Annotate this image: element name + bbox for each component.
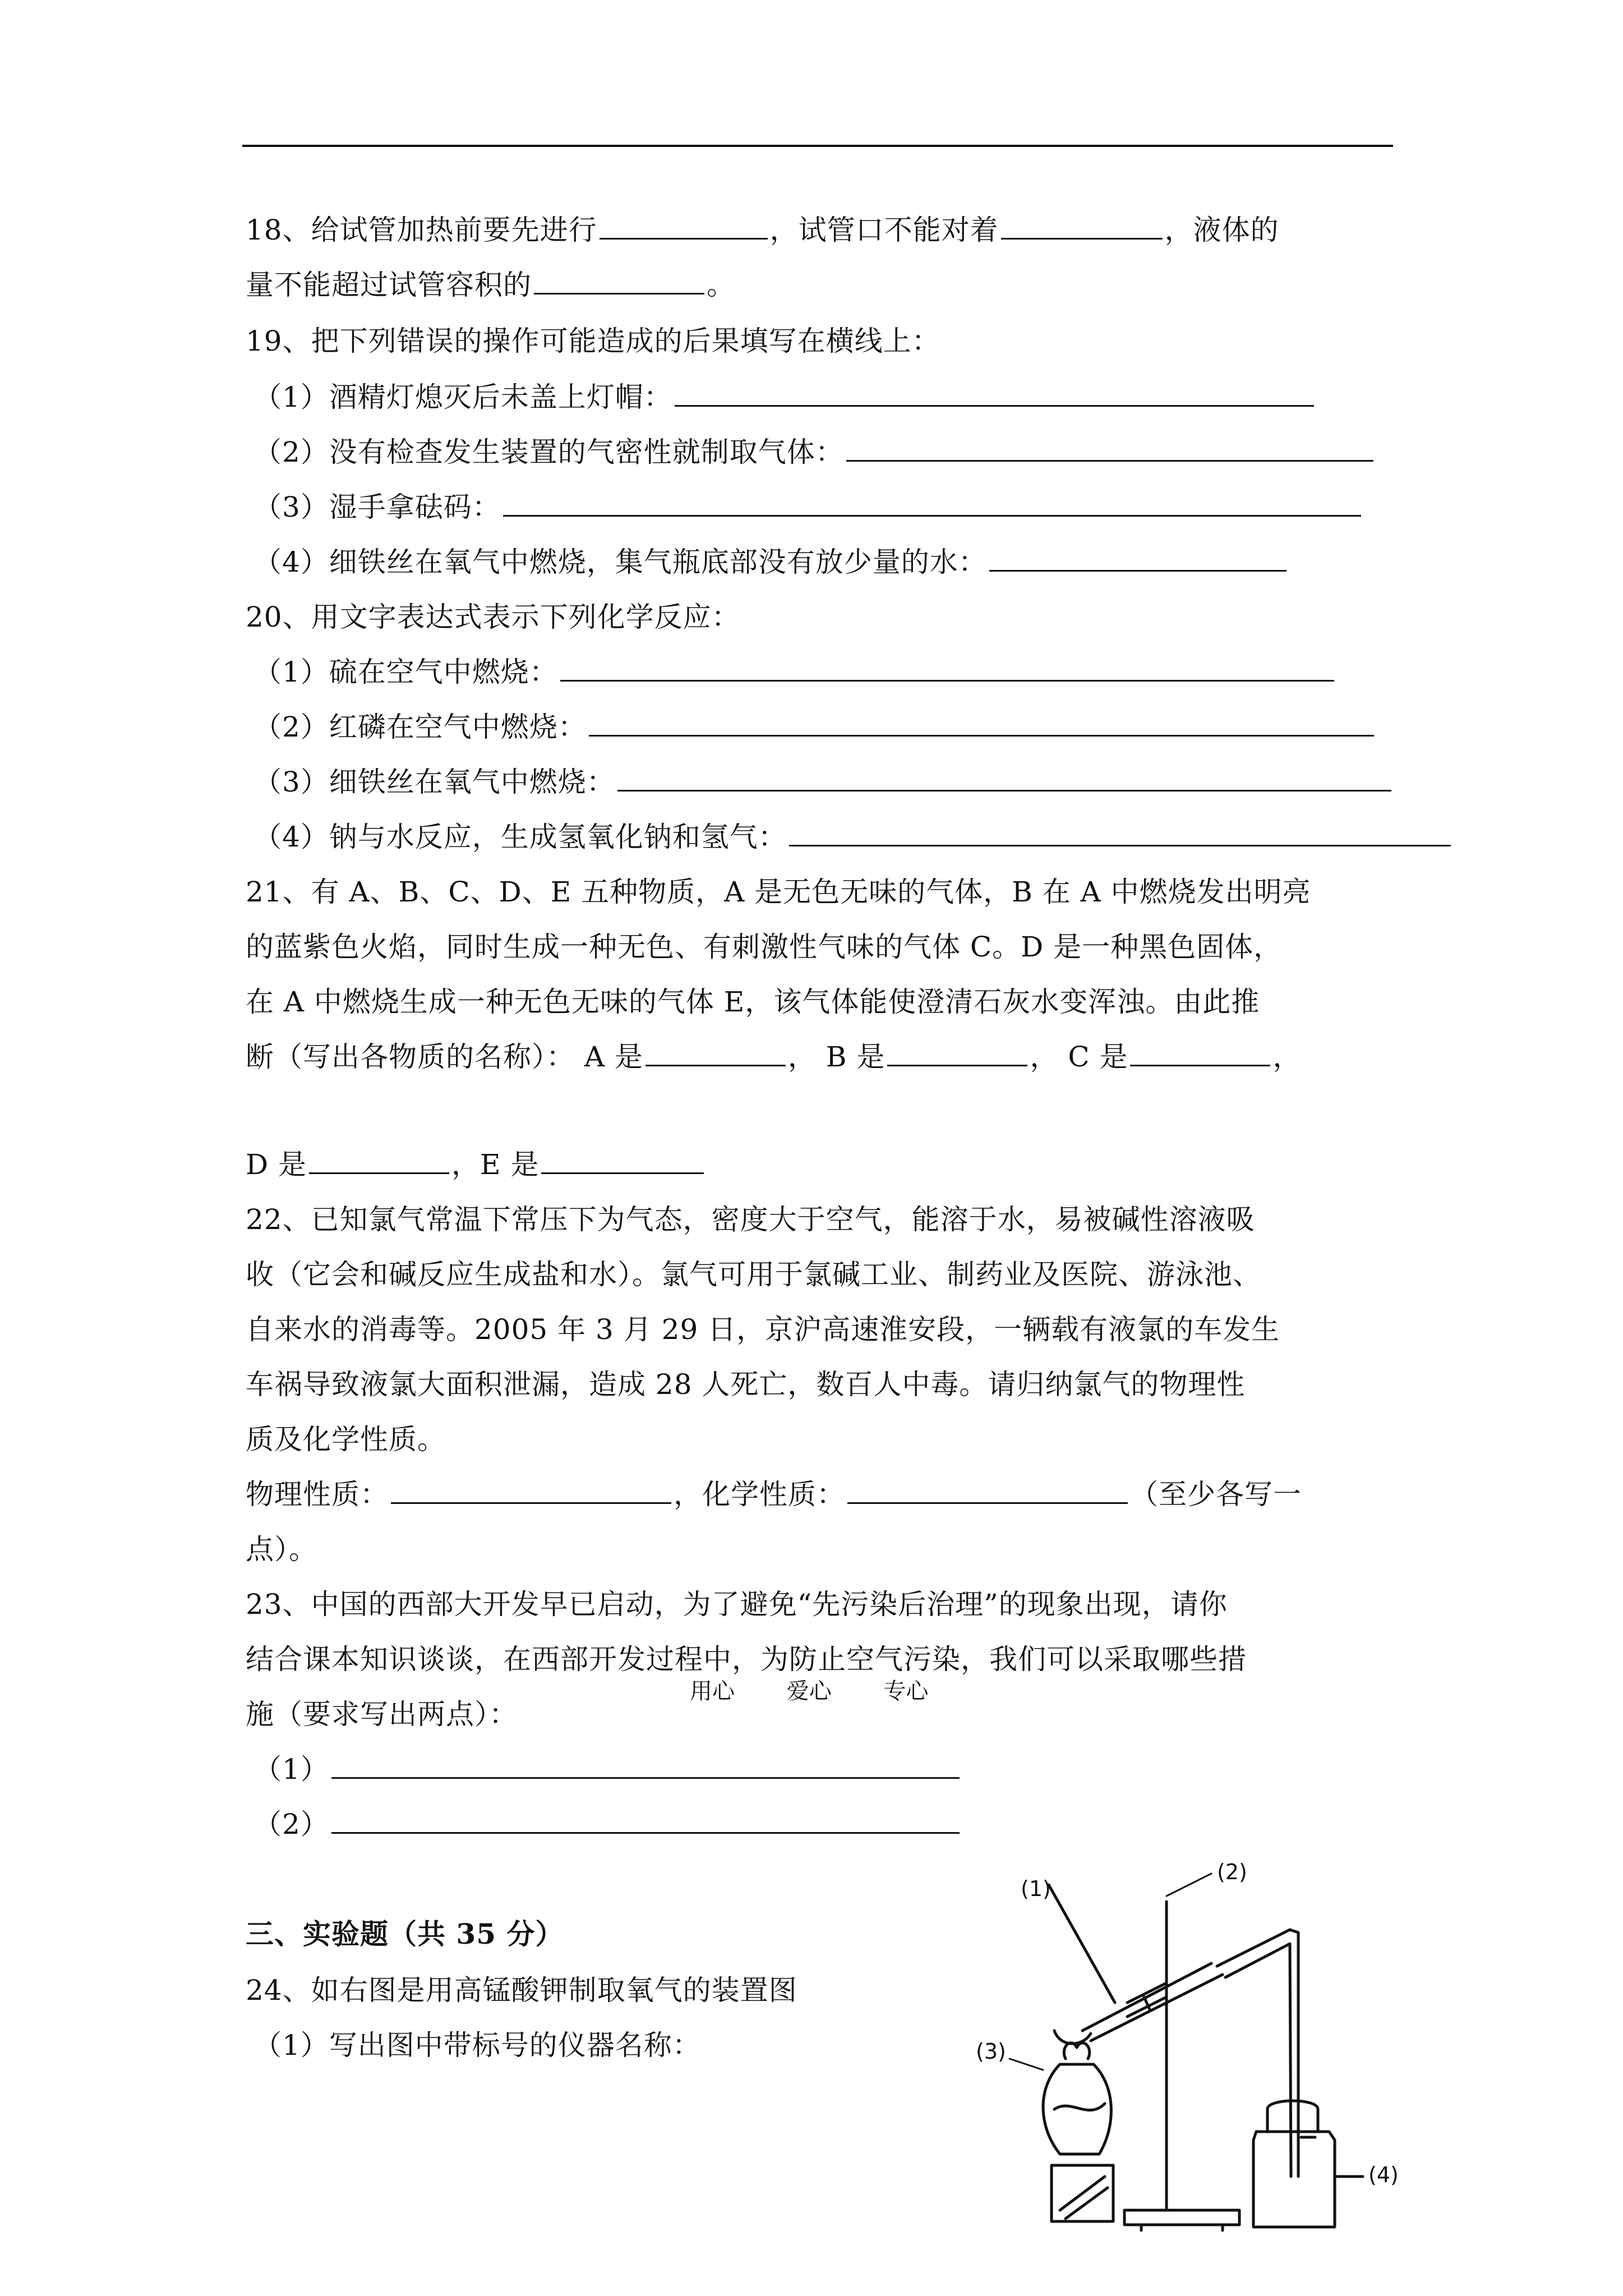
answer-blank-c[interactable]	[1130, 1030, 1270, 1066]
answer-blank-d[interactable]	[309, 1138, 449, 1174]
label-3: (3)	[976, 2039, 1006, 2064]
q21-line-5: D 是 ，E 是	[246, 1138, 706, 1191]
flame	[1064, 2043, 1089, 2059]
q19-title: 19、把下列错误的操作可能造成的后果填写在横线上：	[246, 325, 940, 357]
oxygen-apparatus-diagram	[976, 1862, 1424, 2255]
answer-blank[interactable]	[331, 1742, 960, 1779]
q18-line-1: 18、给试管加热前要先进行 ，试管口不能对着 ，液体的	[246, 203, 1279, 257]
q22-properties-line: 物理性质： ，化学性质： （至少各写一	[246, 1467, 1302, 1521]
delivery-tube	[1217, 1930, 1298, 2177]
chemical-property-blank[interactable]	[847, 1467, 1128, 1504]
q20-title: 20、用文字表达式表示下列化学反应：	[246, 601, 740, 633]
answer-blank[interactable]	[600, 203, 768, 240]
q19-item-2: （2）没有检查发生装置的气密性就制取气体：	[253, 425, 1376, 479]
answer-blank[interactable]	[331, 1797, 960, 1834]
answer-blank[interactable]	[617, 755, 1391, 792]
q24-title: 24、如右图是用高锰酸钾制取氧气的装置图	[246, 1974, 797, 2007]
q21-line-4: 断（写出各物质的名称）： A 是 ， B 是 ， C 是 ，	[246, 1030, 1301, 1084]
q23-item-1: （1）	[253, 1742, 962, 1796]
footer-motto: 用心 爱心 专心	[690, 1678, 929, 1704]
answer-blank[interactable]	[560, 645, 1334, 682]
answer-blank[interactable]	[789, 810, 1451, 846]
q22-line-1: 22、已知氯气常温下常压下为气态，密度大于空气，能溶于水，易被碱性溶液吸	[246, 1203, 1255, 1236]
q22-note-end: 点）。	[246, 1533, 317, 1566]
answer-blank[interactable]	[675, 370, 1314, 407]
q22-line-5: 质及化学性质。	[246, 1423, 446, 1456]
answer-blank[interactable]	[503, 480, 1361, 517]
answer-blank[interactable]	[589, 700, 1374, 737]
answer-blank-e[interactable]	[541, 1138, 704, 1174]
q20-item-4: （4）钠与水反应，生成氢氧化钠和氢气：	[253, 810, 1453, 864]
q23-line-3: 施（要求写出两点）：	[246, 1698, 518, 1731]
answer-blank[interactable]	[846, 425, 1373, 462]
q24-sub-1: （1）写出图中带标号的仪器名称：	[253, 2029, 701, 2062]
answer-blank[interactable]	[534, 258, 704, 295]
q20-item-3: （3）细铁丝在氧气中燃烧：	[253, 755, 1394, 809]
q19-item-3: （3）湿手拿砝码：	[253, 480, 1363, 534]
q20-item-2: （2）红磷在空气中燃烧：	[253, 700, 1376, 754]
section-heading: 三、实验题（共 35 分）	[246, 1917, 564, 1950]
q21-line-2: 的蓝紫色火焰，同时生成一种无色、有刺激性气味的气体 C。D 是一种黑色固体，	[246, 931, 1283, 963]
stand-base	[1124, 2210, 1239, 2225]
label-1: (1)	[1021, 1876, 1051, 1901]
header-rule	[242, 145, 1393, 147]
answer-blank-a[interactable]	[645, 1030, 786, 1066]
q21-line-1: 21、有 A、B、C、D、E 五种物质，A 是无色无味的气体，B 在 A 中燃烧发出明亮	[246, 876, 1311, 908]
label-4: (4)	[1368, 2162, 1399, 2187]
label-2: (2)	[1217, 1862, 1247, 1884]
test-tube-wall-top	[1049, 1885, 1115, 2003]
gas-bottle	[1253, 2132, 1335, 2227]
q22-line-2: 收（它会和碱反应生成盐和水）。氯气可用于氯碱工业、制药业及医院、游泳池、	[246, 1258, 1261, 1291]
q22-line-3: 自来水的消毒等。2005 年 3 月 29 日，京沪高速淮安段，一辆载有液氯的车发生	[246, 1313, 1280, 1346]
q20-item-1: （1）硫在空气中燃烧：	[253, 645, 1336, 699]
q23-item-2: （2）	[253, 1797, 962, 1851]
q23-line-2: 结合课本知识谈谈，在西部开发过程中，为防止空气污染，我们可以采取哪些措	[246, 1643, 1247, 1676]
answer-blank[interactable]	[989, 535, 1287, 572]
gas-bottle-neck	[1267, 2101, 1318, 2132]
answer-blank[interactable]	[1001, 203, 1163, 240]
physical-property-blank[interactable]	[391, 1467, 671, 1504]
q18-line-2: 量不能超过试管容积的 。	[246, 258, 735, 312]
q22-line-4: 车祸导致液氯大面积泄漏，造成 28 人死亡，数百人中毒。请归纳氯气的物理性	[246, 1368, 1246, 1401]
q21-line-3: 在 A 中燃烧生成一种无色无味的气体 E，该气体能使澄清石灰水变浑浊。由此推	[246, 986, 1260, 1018]
q19-item-4: （4）细铁丝在氧气中燃烧，集气瓶底部没有放少量的水：	[253, 535, 1289, 589]
answer-blank-b[interactable]	[887, 1030, 1027, 1066]
q19-item-1: （1）酒精灯熄灭后未盖上灯帽：	[253, 370, 1316, 424]
q23-line-1: 23、中国的西部大开发早已启动，为了避免“先污染后治理”的现象出现，请你	[246, 1588, 1228, 1621]
